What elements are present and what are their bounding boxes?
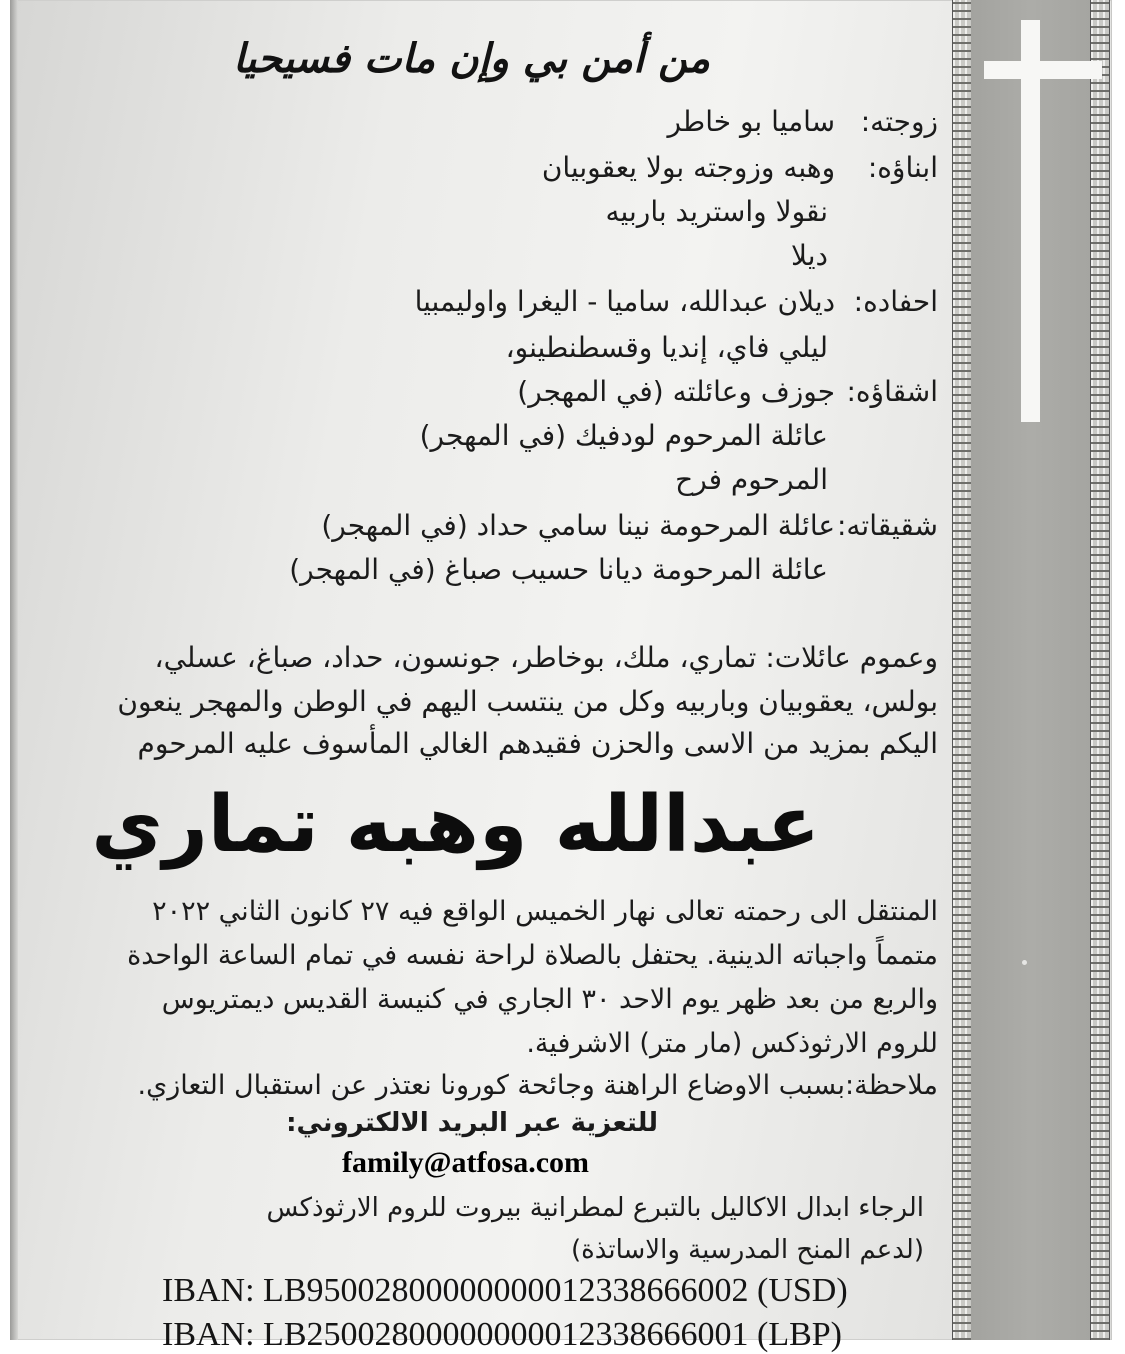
page-right-margin <box>1111 0 1125 1340</box>
family-entry-sisters <box>38 504 938 548</box>
scan-shadow-edge <box>10 0 18 1340</box>
families-line: اليكم بمزيد من الاسى والحزن فقيدهم الغالي المأسوف عليه المرحوم <box>137 727 938 760</box>
service-line: المنتقل الى رحمته تعالى نهار الخميس الواقع فيه ٢٧ كانون الثاني ٢٠٢٢ <box>152 896 938 927</box>
entry-value: عائلة المرحوم لودفيك (في المهجر) <box>419 419 828 452</box>
entry-value: المرحوم فرح <box>675 463 828 496</box>
iban-usd: IBAN: LB95002800000000012338666002 (USD) <box>162 1272 848 1309</box>
deceased-name: عبدالله وهبه تماري <box>91 780 820 870</box>
cross-icon-horizontal <box>984 61 1102 79</box>
entry-value: نقولا واستريد باربيه <box>605 195 828 228</box>
entry-value: عائلة المرحومة نينا سامي حداد (في المهجر) <box>321 509 836 542</box>
entry-label: احفاده: <box>853 285 938 318</box>
donation-line: الرجاء ابدال الاكاليل بالتبرع لمطرانية بيروت للروم الارثوذكس <box>266 1193 924 1223</box>
entry-value: عائلة المرحومة ديانا حسيب صباغ (في المهجر) <box>289 553 828 586</box>
cross-icon-vertical <box>1021 20 1040 422</box>
service-line: متمماً واجباته الدينية. يحتفل بالصلاة لراحة نفسه في تمام الساعة الواحدة <box>127 940 938 971</box>
entry-label: شقيقاته: <box>836 509 938 542</box>
ornamental-border-left <box>952 0 972 1340</box>
entry-value: ديلان عبدالله، ساميا - اليغرا واوليمبيا <box>414 285 836 318</box>
entry-value: ليلي فاي، إنديا وقسطنطينو، <box>505 331 828 364</box>
condolence-email: family@atfosa.com <box>342 1146 590 1179</box>
family-entry-brothers <box>38 370 938 414</box>
speck <box>1022 960 1027 965</box>
entry-value: ساميا بو خاطر <box>667 105 836 138</box>
entry-label: زوجته: <box>860 105 938 138</box>
entry-value: جوزف وعائلته (في المهجر) <box>517 375 836 408</box>
donation-line: (لدعم المنح المدرسية والاساتذة) <box>570 1235 924 1265</box>
families-line: بولس، يعقوبيان وباربيه وكل من ينتسب اليهم في الوطن والمهجر ينعون <box>117 685 938 718</box>
families-line: وعموم عائلات: تماري، ملك، بوخاطر، جونسون، حداد، صباغ، عسلي، <box>154 641 938 674</box>
iban-lbp: IBAN: LB25002800000000012338666001 (LBP) <box>162 1316 842 1353</box>
service-line: للروم الارثوذكس (مار متر) الاشرفية. <box>526 1028 938 1059</box>
family-entry-grandchildren <box>38 280 938 324</box>
family-entry-sons <box>38 146 938 190</box>
entry-label: ابناؤه: <box>867 151 938 184</box>
family-entry-wife <box>38 100 938 144</box>
service-line: والربع من بعد ظهر يوم الاحد ٣٠ الجاري في كنيسة القديس ديمتريوس <box>161 984 938 1015</box>
note-line: ملاحظة:بسبب الاوضاع الراهنة وجائحة كورونا نعتذر عن استقبال التعازي. <box>137 1070 938 1101</box>
condolence-label: للتعزية عبر البريد الالكتروني: <box>286 1108 658 1138</box>
entry-value: وهبه وزوجته بولا يعقوبيان <box>541 151 836 184</box>
ornamental-border-right <box>1090 0 1110 1340</box>
entry-label: اشقاؤه: <box>846 375 938 408</box>
verse-title: من أمن بي وإن مات فسيحيا <box>233 36 710 82</box>
entry-value: ديلا <box>791 239 828 272</box>
obituary-text <box>18 0 938 1340</box>
